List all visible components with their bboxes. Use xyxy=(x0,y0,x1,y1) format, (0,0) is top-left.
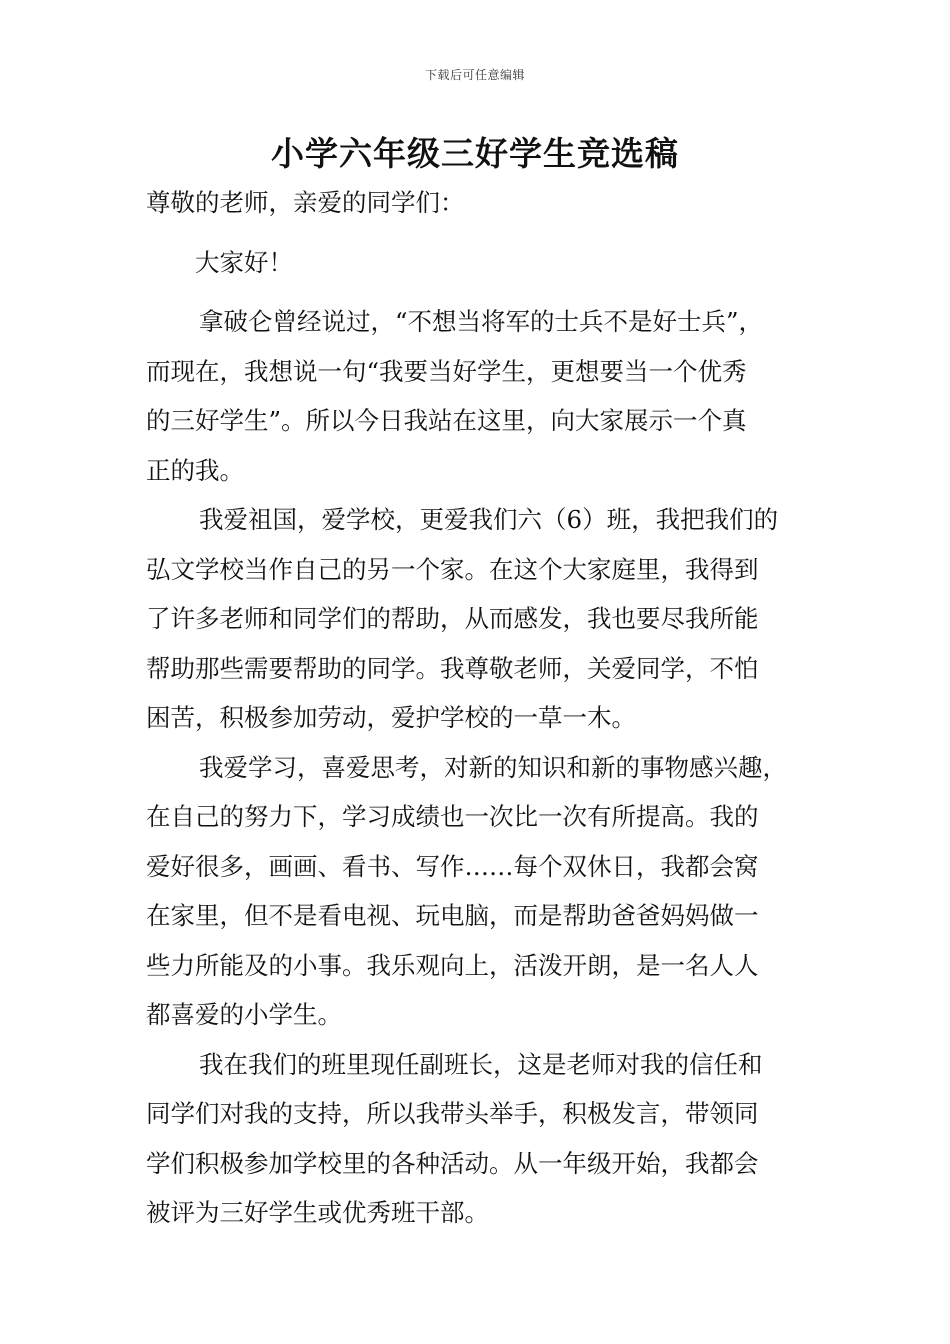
paragraph-line: 我在我们的班里现任副班长，这是老师对我的信任和 xyxy=(199,1049,763,1079)
paragraph-line: 的三好学生”。所以今日我站在这里，向大家展示一个真 xyxy=(146,406,747,435)
paragraph-3 xyxy=(146,743,808,1040)
paragraph-line: 在家里，但不是看电视、玩电脑，而是帮助爸爸妈妈做一 xyxy=(146,901,759,930)
paragraph-2 xyxy=(146,495,808,743)
document-title: 小学六年级三好学生竞选稿 xyxy=(271,134,679,173)
greeting xyxy=(146,238,808,288)
paragraph-line: 而现在，我想说一句“我要当好学生，更想要当一个优秀 xyxy=(146,356,747,386)
paragraph-line: 我爱祖国，爱学校，更爱我们六（6）班，我把我们的 xyxy=(199,505,779,534)
greeting-text: 大家好！ xyxy=(195,247,293,277)
paragraph-line: 被评为三好学生或优秀班干部。 xyxy=(146,1198,489,1227)
header-note: 下载后可任意编辑 xyxy=(424,68,525,82)
paragraph-line: 都喜爱的小学生。 xyxy=(146,1000,342,1029)
paragraph-line: 了许多老师和同学们的帮助，从而感发，我也要尽我所能 xyxy=(146,604,759,633)
paragraph-line: 我爱学习，喜爱思考，对新的知识和新的事物感兴趣， xyxy=(199,752,787,782)
paragraph-line: 学们积极参加学校里的各种活动。从一年级开始，我都会 xyxy=(146,1148,759,1178)
document-body xyxy=(146,178,808,1238)
paragraph-line: 正的我。 xyxy=(146,455,244,485)
paragraph-line: 在自己的努力下，学习成绩也一次比一次有所提高。我的 xyxy=(146,802,759,831)
paragraph-line: 拿破仑曾经说过，“不想当将军的士兵不是好士兵”， xyxy=(199,307,764,336)
paragraph-line: 弘文学校当作自己的另一个家。在这个大家庭里，我得到 xyxy=(146,554,759,584)
paragraph-line: 帮助那些需要帮助的同学。我尊敬老师，关爱同学，不怕 xyxy=(146,653,759,683)
paragraph-line: 些力所能及的小事。我乐观向上，活泼开朗，是一名人人 xyxy=(146,950,759,980)
salutation xyxy=(146,178,808,228)
salutation-text: 尊敬的老师，亲爱的同学们： xyxy=(146,188,465,217)
paragraph-4 xyxy=(146,1040,808,1238)
paragraph-line: 困苦，积极参加劳动，爱护学校的一草一木。 xyxy=(146,703,636,732)
paragraph-line: 同学们对我的支持，所以我带头举手，积极发言，带领同 xyxy=(146,1099,759,1128)
paragraph-1 xyxy=(146,297,808,495)
paragraph-line: 爱好很多，画画、看书、写作……每个双休日，我都会窝 xyxy=(146,851,759,881)
